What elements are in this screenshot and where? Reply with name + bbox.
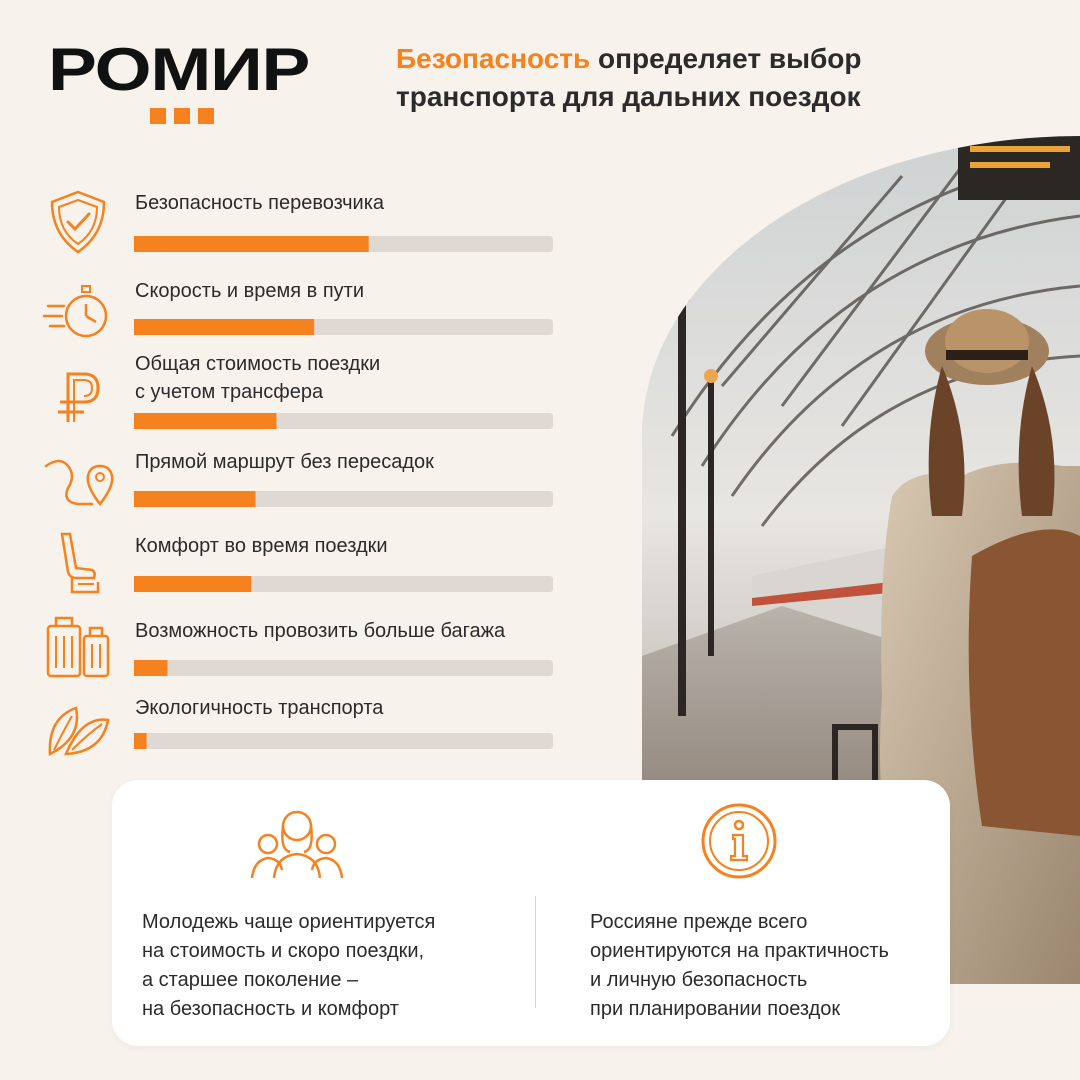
card-divider — [535, 896, 536, 1008]
youth-insight-text: Молодежь чаще ориентируется на стоимость и скоро поездки, а старшее поколение – на безопасность и комфорт — [142, 911, 436, 1020]
bar — [134, 660, 168, 676]
route-pin-icon — [42, 446, 114, 518]
bar — [134, 733, 147, 749]
bar — [134, 576, 251, 592]
bar-label: Общая стоимость поездки с учетом трансфера — [135, 353, 381, 403]
bar — [134, 413, 276, 429]
bar-track — [134, 660, 553, 676]
logo-square — [198, 108, 214, 124]
romir-logo — [48, 36, 318, 130]
bar-label: Безопасность перевозчика — [135, 192, 385, 214]
info-icon — [700, 802, 778, 880]
headline-rest: определяет выбор — [590, 43, 862, 74]
russians-insight-text: Россияне прежде всего ориентируются на практичность и личную безопасность при планировании поездок — [590, 911, 889, 1020]
bar — [134, 236, 369, 252]
bar — [134, 491, 256, 507]
bar-track — [134, 236, 553, 252]
bar — [134, 319, 314, 335]
people-group-icon — [246, 804, 348, 880]
shield-check-icon — [42, 186, 114, 258]
bar-track — [134, 491, 553, 507]
headline-accent: Безопасность — [396, 43, 591, 74]
headline — [396, 40, 996, 116]
luggage-icon — [42, 612, 114, 684]
logo-squares — [150, 108, 214, 124]
bar-track — [134, 733, 553, 749]
insights-card — [112, 780, 950, 1046]
bar-label: Прямой маршрут без пересадок — [135, 451, 434, 473]
bar-label: Экологичность транспорта — [135, 697, 384, 719]
logo-wordmark: РОМИР — [48, 36, 310, 103]
logo-square — [174, 108, 190, 124]
bar-label: Скорость и время в пути — [135, 280, 365, 302]
bar-track — [134, 413, 553, 429]
seat-icon — [42, 528, 114, 600]
bar-track — [134, 319, 553, 335]
stopwatch-speed-icon — [42, 276, 114, 348]
headline-line2: транспорта для дальних поездок — [396, 81, 861, 112]
logo-square — [150, 108, 166, 124]
bar-track — [134, 576, 553, 592]
bar-label: Возможность провозить больше багажа — [135, 620, 506, 642]
bar-label: Комфорт во время поездки — [135, 535, 388, 557]
ruble-icon — [42, 362, 114, 434]
leaf-icon — [42, 694, 114, 766]
